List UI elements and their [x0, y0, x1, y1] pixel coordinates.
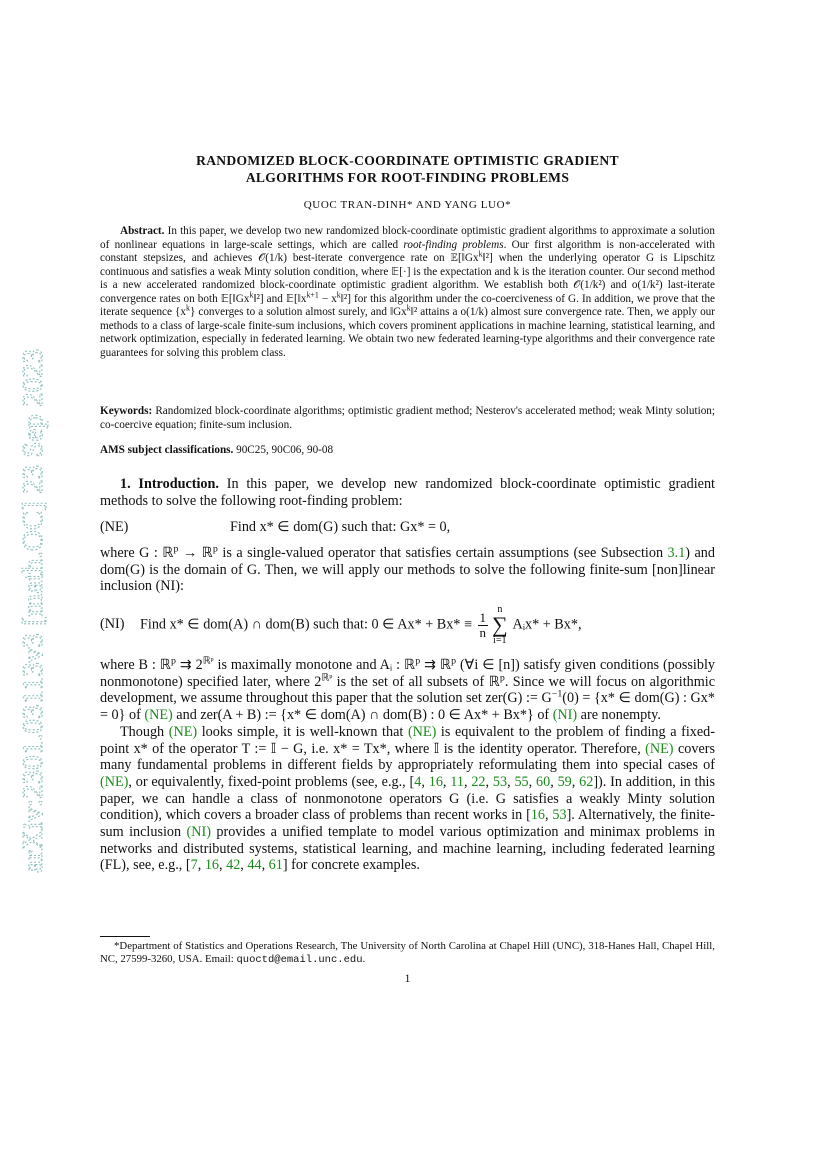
citation-link[interactable]: 44 [247, 857, 262, 874]
citation-link[interactable]: 61 [268, 857, 283, 874]
citation-link[interactable]: 7 [190, 857, 198, 874]
keywords: Keywords: Randomized block-coordinate algorithms; optimistic gradient method; Nesterov's accelerated method; weak Minty solution; co-coercive equation; finite-sum inclusion. [100, 405, 715, 431]
citation-link[interactable]: 16 [204, 857, 219, 874]
intro-paragraph-1: 1. Introduction. In this paper, we develop new randomized block-coordinate optimistic gradient methods to solve the following root-finding problem: [100, 476, 715, 509]
citation-link[interactable]: 4 [414, 773, 422, 790]
intro-paragraph-3: where B : ℝ$^p$ ⇉ $2^{ℝᵖ}$ is maximally monotone and Aᵢ : ℝ$^p$ ⇉ ℝ$^p$ (∀i ∈ [n]) satisfy given conditions (possibly nonmonotone) specified later, where $2^{ℝᵖ}$ is the set of all subsets of ℝ$^p$. Since we will focus on algorithmic development, we assume throughout this paper that the solution set zer(G) := $G^{-1}(0) = \{x*$ ∈ dom(G) : Gx* = 0} of (NE) and zer(A + B) := {x* ∈ dom(A) ∩ dom(B) : 0 ∈ Ax* + Bx*} of (NI) are nonempty. Though (NE) looks simple, it is well-known that (NE) is equivalent to the problem of finding a fixed-point x* of the operator T := 𝕀 − G, i.e. x* = Tx*, where 𝕀 is the identity operator. Therefore, (NE) covers many fundamental problems in different fields by appropriately reformulating them into special cases of (NE), or equivalently, fixed-point problems (see, e.g., [4, 16, 11, 22, 53, 55, 60, 59, 62]). In addition, in this paper, we can handle a class of nonmonotone operators G (i.e. G satisfies a weakly Minty solution condition), which covers a broader class of problems than recent works in [16, 53]. Alternatively, the finite-sum inclusion (NI) provides a unified template to model various optimization and minimax problems in networks and distributed systems, statistical learning, and machine learning, including federated learning (FL), see, e.g., [7, 16, 42, 44, 61] for concrete examples. [100, 655, 716, 874]
citation-link[interactable]: 16 [428, 773, 443, 790]
abstract-label: Abstract. [120, 225, 165, 237]
equation-ni-body: Find x* ∈ dom(A) ∩ dom(B) such that: 0 ∈ Ax* + Bx* ≡ $\frac{1}{n}n$ ∑ i=1 Aᵢx* + Bx*, [140, 604, 582, 646]
citation-link[interactable]: 60 [536, 773, 551, 790]
author-email: quoctd@email.unc.edu [236, 954, 363, 967]
authors: QUOC TRAN-DINH* AND YANG LUO* [303, 199, 512, 211]
link-eq-ni[interactable]: (NI) [186, 824, 211, 841]
link-subsection-3-1[interactable]: 3.1 [667, 545, 686, 561]
paper-title [100, 152, 715, 186]
citation-group-1: 4, 16, 11, 22, 53, 55, 60, 59, 62 [414, 773, 594, 790]
section-heading-introduction: 1. Introduction. [120, 476, 219, 492]
equation-ni [100, 604, 715, 654]
equation-ne-label: (NE) [100, 519, 129, 535]
abstract: Abstract. In this paper, we develop two new randomized block-coordinate optimistic gradient algorithms to approximate a solution of nonlinear equations in large-scale settings, which are called root-finding problems. Our first algorithm is non-accelerated with constant stepsizes, and achieves 𝒪(1/k) best-iterate convergence rate on 𝔼[‖Gx$^k$‖²] when the underlying operator G is Lipschitz continuous and satisfies a weak Minty solution condition, where 𝔼[·] is the expectation and k is the iteration counter. Our second method is a new accelerated randomized block-coordinate optimistic gradient algorithm. We establish both 𝒪(1/k²) and o(1/k²) last-iterate convergence rates on both 𝔼[‖Gx$^k$‖²] and $𝔼[‖x^{k+1}$ − $x^k‖^2$] for this algorithm under the co-coerciveness of G. In addition, we prove that the iterate sequence $\{x^k\}$ converges to a solution almost surely, and ‖Gx$^k$‖² attains a o(1/k) almost sure convergence rate. Then, we apply our methods to a class of large-scale finite-sum inclusions, which covers prominent applications in machine learning, statistical learning, and network optimization, especially in federated learning. We obtain two new federated learning-type algorithms and their convergence rate guarantees for solving this problem class. [100, 225, 716, 359]
link-eq-ni[interactable]: (NI) [552, 707, 578, 724]
arxiv-id-text: arXiv:2301.03113v3 [math.OC] 23 Sep 2023 [17, 348, 49, 873]
equation-ne-body: Find x* ∈ dom(G) such that: Gx* = 0, [230, 519, 451, 535]
citation-link[interactable]: 16 [530, 807, 545, 824]
citation-group-2: 16, 53 [530, 807, 567, 824]
page-number: 1 [404, 973, 411, 985]
link-eq-ne[interactable]: (NE) [100, 773, 129, 790]
equation-ne [100, 519, 715, 539]
citation-link[interactable]: 62 [579, 773, 594, 790]
citation-link[interactable]: 53 [552, 807, 567, 824]
link-eq-ne[interactable]: (NE) [144, 707, 173, 724]
title-line-2: ALGORITHMS FOR ROOT-FINDING PROBLEMS [245, 170, 570, 185]
ams-classifications: AMS subject classifications. 90C25, 90C06, 90-08 [100, 444, 334, 456]
footnote-affiliation: *Department of Statistics and Operations Research, The University of North Carolina at Chapel Hill (UNC), 318-Hanes Hall, Chapel Hill, NC, 27599-3260, USA. Email: quoctd@email.unc.edu. [100, 940, 715, 967]
citation-link[interactable]: 53 [492, 773, 508, 790]
fraction-1-over-n: $\frac{1}{n}$ [479, 609, 486, 640]
keywords-label: Keywords: [100, 405, 153, 417]
citation-link[interactable]: 42 [226, 857, 241, 874]
citation-link[interactable]: 59 [557, 773, 572, 790]
equation-ni-label: (NI) [100, 616, 125, 632]
intro-paragraph-2: where G : ℝ$^p$ → ℝ$^p$ is a single-valued operator that satisfies certain assumptions (see Subsection 3.1) and dom(G) is the domain of G. Then, we will apply our methods to solve the following finite-sum [non]linear inclusion (NI): [100, 543, 715, 595]
ams-label: AMS subject classifications. [100, 444, 234, 456]
link-eq-ne[interactable]: (NE) [407, 723, 437, 740]
citation-link[interactable]: 55 [514, 773, 529, 790]
summation-symbol: n ∑ i=1 [492, 604, 508, 646]
arxiv-sidebar-stamp [4, 318, 52, 878]
citation-group-3: 7, 16, 42, 44, 61 [190, 857, 283, 874]
footnote-rule [100, 936, 150, 937]
citation-link[interactable]: 11 [450, 773, 464, 790]
title-line-1: RANDOMIZED BLOCK-COORDINATE OPTIMISTIC GRADIENT [196, 153, 619, 168]
citation-link[interactable]: 22 [471, 773, 486, 790]
link-eq-ne[interactable]: (NE) [168, 723, 198, 740]
link-eq-ne[interactable]: (NE) [645, 740, 674, 757]
